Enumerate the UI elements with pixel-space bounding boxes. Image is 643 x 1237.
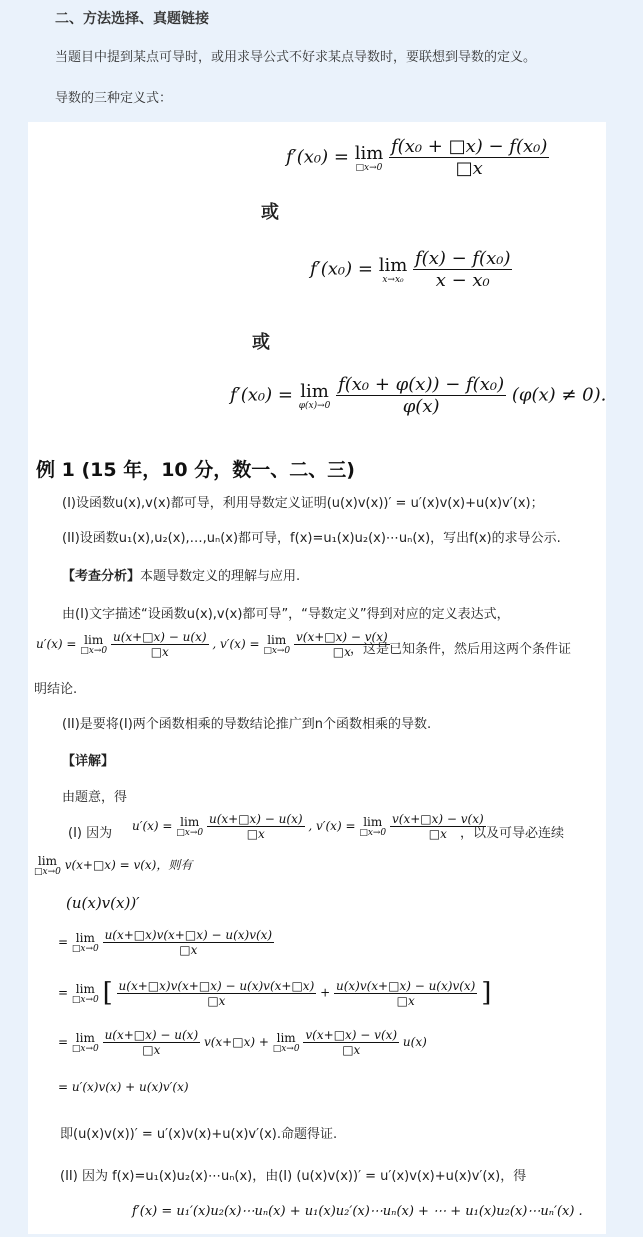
proof-line4-numerator-b: v(x+□x) − v(x) xyxy=(305,1028,398,1042)
analysis-formula-row xyxy=(36,630,390,659)
formula1-lim-sub: □x→0 xyxy=(355,162,383,173)
analysis-u-lim-sub: □x→0 xyxy=(80,646,108,656)
proof-line4-lim-sub-a: □x→0 xyxy=(71,1044,99,1054)
final-formula: f′(x) = u₁′(x)u₂(x)⋯uₙ(x) + u₁(x)u₂′(x)⋯uₙ(x) + ⋯ + u₁(x)u₂(x)⋯uₙ′(x) . xyxy=(132,1204,583,1219)
analysis-u-fraction xyxy=(111,630,209,659)
analysis-after: ，这是已知条件，然后用这两个条件证 xyxy=(350,642,572,657)
proof1-cont-lim xyxy=(34,854,61,877)
proof1-u-lim-word: lim xyxy=(180,815,200,829)
formula1-fraction xyxy=(389,136,549,179)
formula-definition-3 xyxy=(230,374,606,417)
analysis-u-denominator: □x xyxy=(111,644,209,659)
proof-line-2 xyxy=(58,928,274,957)
proof1-cont-text: v(x+□x) = v(x)，则有 xyxy=(64,858,193,872)
analysis-end: 明结论. xyxy=(34,682,78,697)
proof1-u-fraction xyxy=(207,812,305,841)
formula1-lim xyxy=(355,143,384,173)
formula2-denominator: x − x₀ xyxy=(413,269,512,291)
formula2-lhs: f′(x₀) = xyxy=(310,258,379,280)
proof-line3-fraction-b xyxy=(334,979,477,1008)
analysis-u-numerator: u(x+□x) − u(x) xyxy=(112,630,207,644)
proof-line3-lim xyxy=(72,982,99,1005)
proof-line4-lim-word-b: lim xyxy=(276,1031,296,1045)
proof1-v-lhs: , v′(x) = xyxy=(308,819,360,833)
proof-line4-lim-word-a: lim xyxy=(75,1031,95,1045)
formula2-lim xyxy=(379,255,408,285)
proof-line3-eq: = xyxy=(58,985,72,1000)
proof-line2-lim-word: lim xyxy=(75,931,95,945)
by-meaning: 由题意，得 xyxy=(62,790,128,805)
formula-definition-2 xyxy=(310,248,512,291)
formula3-tail: (φ(x) ≠ 0). xyxy=(511,384,607,406)
proof-line3-denominator-a: □x xyxy=(117,993,317,1008)
or-label-1: 或 xyxy=(261,202,279,223)
proof-line2-eq: = xyxy=(58,935,72,949)
analysis-v-lim xyxy=(263,633,290,656)
proof1-u-lhs: u′(x) = xyxy=(132,819,177,833)
proof1-formula-row xyxy=(132,812,486,841)
proof1-continuity xyxy=(34,854,192,877)
analysis-part2: (II)是要将(I)两个函数相乘的导数结论推广到n个函数相乘的导数. xyxy=(62,717,432,732)
formula3-lhs: f′(x₀) = xyxy=(230,384,299,406)
proof-line2-denominator: □x xyxy=(103,942,275,957)
formula2-numerator: f(x) − f(x₀) xyxy=(415,248,511,269)
analysis-v-denominator: □x xyxy=(294,644,390,659)
analysis-text: 本题导数定义的理解与应用. xyxy=(140,569,301,584)
proof-line4-denominator-a: □x xyxy=(103,1042,201,1057)
formula2-fraction xyxy=(413,248,512,291)
proof1-cont-lim-word: lim xyxy=(37,854,57,868)
content-panel xyxy=(28,122,606,1234)
proof-line2-lim-sub: □x→0 xyxy=(71,944,99,954)
proof1-u-lim xyxy=(176,815,203,838)
proof-line4-lim-sub-b: □x→0 xyxy=(272,1044,300,1054)
formula-definition-1 xyxy=(286,136,549,179)
proof1-v-lim-word: lim xyxy=(363,815,383,829)
intro-line-1: 当题目中提到某点可导时，或用求导公式不好求某点导数时，要联想到导数的定义。 xyxy=(55,50,537,65)
proof-line4-eq: = xyxy=(58,1035,72,1049)
proof-line2-lim xyxy=(72,931,99,954)
proof-line4-tail: u(x) xyxy=(402,1035,427,1049)
proof-line4-fraction-a xyxy=(103,1028,201,1057)
or-label-2: 或 xyxy=(252,332,270,353)
analysis-v-lim-word: lim xyxy=(267,633,287,647)
intro-line-2: 导数的三种定义式： xyxy=(55,91,173,106)
proof1-v-lim-sub: □x→0 xyxy=(359,828,387,838)
proof-line4-numerator-a: u(x+□x) − u(x) xyxy=(104,1028,199,1042)
formula2-lim-sub: x→x₀ xyxy=(382,274,404,285)
analysis-label: 【考查分析】 xyxy=(62,569,141,584)
proof-line3-numerator-b: u(x)v(x+□x) − u(x)v(x) xyxy=(335,978,476,993)
section-heading: 二、方法选择、真题链接 xyxy=(55,11,209,27)
proof2-text: (II) 因为 f(x)=u₁(x)u₂(x)⋯uₙ(x)，由(I) (u(x)v(x))′ = u′(x)v(x)+u(x)v′(x)，得 xyxy=(60,1169,527,1184)
formula3-lim xyxy=(299,381,331,411)
proof-line3-close-bracket: ] xyxy=(481,978,492,1008)
formula3-fraction xyxy=(336,374,506,417)
part2-text: (II)设函数u₁(x),u₂(x),…,uₙ(x)都可导，f(x)=u₁(x)u₂(x)⋯uₙ(x)，写出f(x)的求导公示. xyxy=(62,531,561,546)
proof1-u-numerator: u(x+□x) − u(x) xyxy=(208,812,303,826)
formula1-lhs: f′(x₀) = xyxy=(286,146,355,168)
proof1-u-denominator: □x xyxy=(207,826,305,841)
formula1-numerator: f(x₀ + □x) − f(x₀) xyxy=(391,136,548,157)
proof-line2-fraction xyxy=(103,928,275,957)
proof-line3-lim-sub: □x→0 xyxy=(71,994,99,1005)
formula1-lim-word: lim xyxy=(354,142,384,164)
analysis-v-lim-sub: □x→0 xyxy=(263,646,291,656)
detail-label: 【详解】 xyxy=(62,754,115,769)
proof-line3-open-bracket: [ xyxy=(102,978,113,1008)
analysis-u-lim-word: lim xyxy=(84,633,104,647)
proof-line3-plus: + xyxy=(320,985,331,1000)
formula3-lim-sub: φ(x)→0 xyxy=(298,400,331,411)
analysis-u-lim xyxy=(80,633,107,656)
proof-line-5: = u′(x)v(x) + u(x)v′(x) xyxy=(58,1080,189,1094)
proof-line3-numerator-a: u(x+□x)v(x+□x) − u(x)v(x+□x) xyxy=(118,978,315,993)
proof1-suffix: ，以及可导必连续 xyxy=(460,826,565,841)
proof-line4-lim-a xyxy=(72,1031,99,1054)
example-title: 例 1 (15 年，10 分，数一、二、三) xyxy=(36,459,355,481)
proof-line2-numerator: u(x+□x)v(x+□x) − u(x)v(x) xyxy=(104,928,273,942)
formula3-denominator: φ(x) xyxy=(336,395,506,417)
formula2-lim-word: lim xyxy=(378,254,408,276)
proof1-v-lim xyxy=(359,815,386,838)
proof1-v-denominator: □x xyxy=(390,826,486,841)
analysis-line xyxy=(62,565,300,584)
proof-line4-mid: v(x+□x) + xyxy=(203,1035,273,1049)
proof-line4-lim-b xyxy=(273,1031,300,1054)
part1-text: (I)设函数u(x),v(x)都可导，利用导数定义证明(u(x)v(x))′ = u′(x)v(x)+u(x)v′(x)； xyxy=(62,496,544,511)
proof-line4-denominator-b: □x xyxy=(303,1042,399,1057)
formula3-lim-word: lim xyxy=(300,380,329,402)
proof1-cont-lim-sub: □x→0 xyxy=(34,867,61,877)
proof-line3-fraction-a xyxy=(117,979,317,1008)
conclusion: 即(u(x)v(x))′ = u′(x)v(x)+u(x)v′(x).命题得证. xyxy=(60,1127,338,1142)
proof-line-1: (u(x)v(x))′ xyxy=(66,894,140,912)
proof-line3-denominator-b: □x xyxy=(334,993,477,1008)
proof-line-4 xyxy=(58,1028,427,1057)
proof1-v-numerator: v(x+□x) − v(x) xyxy=(392,812,484,826)
analysis-v-lhs: , v′(x) = xyxy=(212,637,264,651)
analysis-u-lhs: u′(x) = xyxy=(36,637,81,651)
proof-line4-fraction-b xyxy=(303,1028,399,1057)
analysis-paragraph: 由(I)文字描述“设函数u(x),v(x)都可导”，“导数定义”得到对应的定义表达式， xyxy=(62,607,510,622)
proof1-u-lim-sub: □x→0 xyxy=(176,828,204,838)
analysis-v-numerator: v(x+□x) − v(x) xyxy=(296,630,388,644)
proof-line3-lim-word: lim xyxy=(75,981,95,996)
formula3-numerator: f(x₀ + φ(x)) − f(x₀) xyxy=(338,374,505,395)
proof-line-3 xyxy=(58,978,491,1008)
proof1-prefix: (I) 因为 xyxy=(68,826,113,841)
formula1-denominator: □x xyxy=(389,157,549,179)
